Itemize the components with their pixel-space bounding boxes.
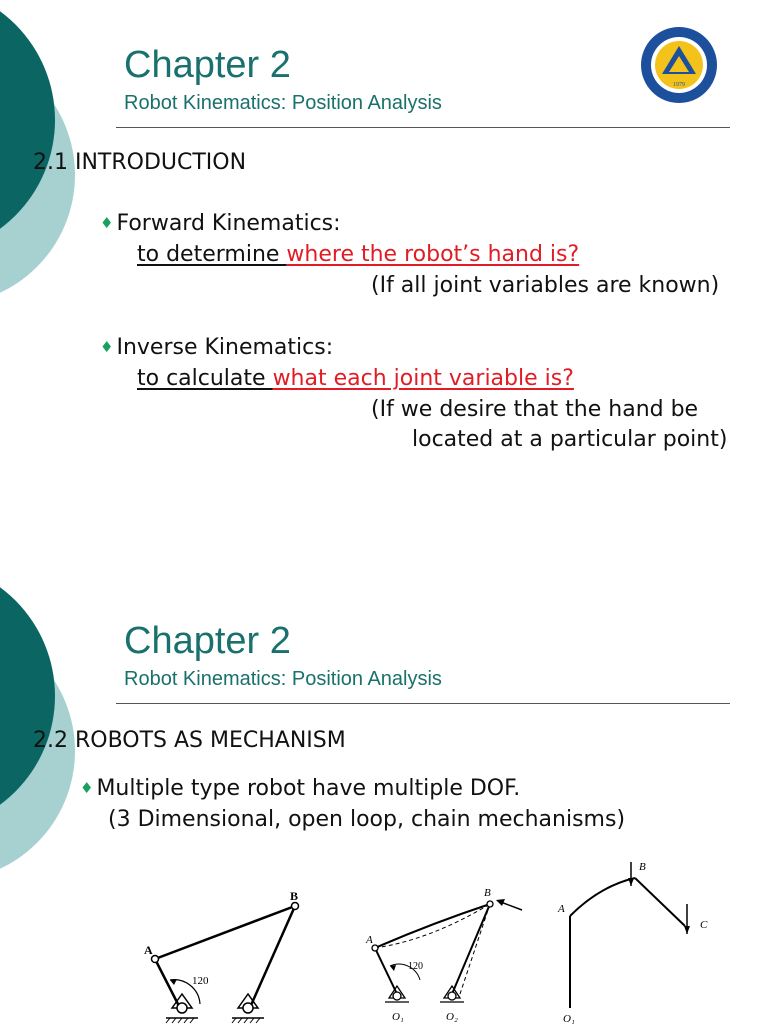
joint-label-b: B	[290, 889, 299, 903]
section-heading: 2.1 INTRODUCTION	[33, 150, 247, 175]
fk-line-lead: to determine	[137, 242, 287, 267]
ground-label-o2: O₂	[446, 1011, 458, 1023]
ik-line-highlight: what each joint variable is?	[272, 366, 574, 391]
section-heading: 2.2 ROBOTS AS MECHANISM	[33, 728, 346, 753]
ik-line-lead: to calculate	[137, 366, 273, 391]
ground-label-o1: O₁	[392, 1011, 404, 1023]
diamond-bullet-icon: ♦	[100, 214, 114, 232]
joint-label-c: C	[700, 919, 708, 931]
open-chain-diagram	[550, 856, 720, 1024]
forward-kinematics-definition	[137, 242, 579, 267]
angle-label: 120	[192, 975, 209, 987]
joint-label-a: A	[558, 903, 565, 915]
slide-2	[0, 576, 768, 1024]
flexible-linkage-diagram	[360, 876, 530, 1024]
chapter-subtitle: Robot Kinematics: Position Analysis	[124, 92, 442, 114]
ik-condition-line2: located at a particular point)	[412, 427, 728, 452]
forward-kinematics-title: Forward Kinematics:	[116, 211, 341, 236]
chapter-title: Chapter 2	[124, 44, 291, 86]
joint-label-a: A	[144, 943, 153, 957]
fk-condition: (If all joint variables are known)	[371, 273, 720, 298]
title-divider	[116, 703, 730, 704]
diamond-bullet-icon: ♦	[100, 338, 114, 356]
ground-label-o1: O₁	[563, 1013, 575, 1024]
chapter-subtitle: Robot Kinematics: Position Analysis	[124, 668, 442, 690]
joint-label-b: B	[639, 861, 646, 873]
forward-kinematics-heading	[100, 211, 341, 236]
dof-bullet-text: Multiple type robot have multiple DOF.	[96, 776, 521, 801]
ik-condition-line1: (If we desire that the hand be	[371, 397, 699, 422]
diamond-bullet-icon: ♦	[80, 779, 94, 797]
fk-line-highlight: where the robot’s hand is?	[286, 242, 580, 267]
chapter-title: Chapter 2	[124, 620, 291, 662]
university-seal-icon	[640, 26, 718, 104]
logo-year: 1979	[673, 82, 685, 88]
title-divider	[116, 127, 730, 128]
inverse-kinematics-title: Inverse Kinematics:	[116, 335, 334, 360]
dof-bullet-subtext: (3 Dimensional, open loop, chain mechanisms)	[108, 807, 626, 832]
angle-label: 120	[408, 961, 423, 972]
joint-label-b: B	[484, 887, 491, 899]
joint-label-a: A	[366, 934, 373, 946]
four-bar-linkage-diagram	[130, 876, 320, 1024]
inverse-kinematics-definition	[137, 366, 574, 391]
inverse-kinematics-heading	[100, 335, 333, 360]
dof-bullet	[80, 776, 520, 801]
